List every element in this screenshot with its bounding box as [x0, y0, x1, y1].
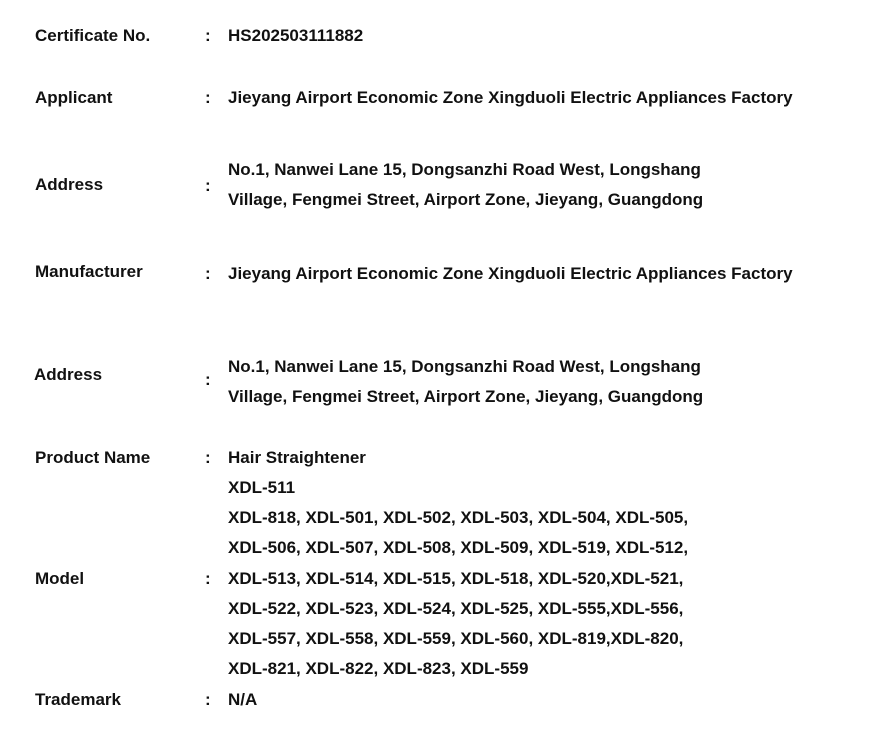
colon-separator: : — [205, 264, 211, 283]
model-label: Model — [35, 569, 85, 588]
address-line: Village, Fengmei Street, Airport Zone, Jieyang, Guangdong — [228, 190, 704, 210]
colon-separator: : — [205, 88, 211, 107]
manufacturer-label: Manufacturer — [35, 262, 143, 281]
colon-separator: : — [205, 370, 211, 389]
manufacturer-value: Jieyang Airport Economic Zone Xingduoli Electric Appliances Factory — [228, 264, 793, 283]
address-line: Village, Fengmei Street, Airport Zone, Jieyang, Guangdong — [228, 387, 704, 407]
applicant-address-label: Address — [35, 175, 104, 194]
colon-separator: : — [205, 176, 211, 195]
model-line: XDL-821, XDL-822, XDL-823, XDL-559 — [228, 659, 529, 679]
model-line: XDL-513, XDL-514, XDL-515, XDL-518, XDL-520,XDL-521, — [228, 568, 684, 588]
address-line: No.1, Nanwei Lane 15, Dongsanzhi Road West, Longshang — [228, 357, 701, 376]
certificate-no-label: Certificate No. — [35, 26, 151, 45]
address-line: No.1, Nanwei Lane 15, Dongsanzhi Road West, Longshang — [228, 160, 701, 179]
model-line: XDL-511 — [228, 478, 296, 497]
manufacturer-address-label: Address — [34, 365, 103, 384]
model-line: XDL-522, XDL-523, XDL-524, XDL-525, XDL-555,XDL-556, — [228, 598, 684, 618]
colon-separator: : — [205, 569, 211, 588]
colon-separator: : — [205, 448, 211, 467]
model-list — [228, 473, 688, 684]
colon-separator: : — [205, 690, 211, 709]
certificate-no-value: HS202503111882 — [228, 26, 364, 45]
product-name-label: Product Name — [35, 448, 151, 467]
trademark-value: N/A — [228, 690, 258, 709]
model-line: XDL-557, XDL-558, XDL-559, XDL-560, XDL-819,XDL-820, — [228, 629, 684, 649]
manufacturer-address-value — [228, 352, 703, 412]
product-name-value: Hair Straightener — [228, 448, 366, 467]
colon-separator: : — [205, 26, 211, 45]
applicant-value: Jieyang Airport Economic Zone Xingduoli Electric Appliances Factory — [228, 88, 793, 107]
applicant-address-value — [228, 155, 703, 215]
model-line: XDL-506, XDL-507, XDL-508, XDL-509, XDL-519, XDL-512, — [228, 538, 689, 558]
applicant-label: Applicant — [35, 88, 113, 107]
trademark-label: Trademark — [35, 690, 121, 709]
model-line: XDL-818, XDL-501, XDL-502, XDL-503, XDL-504, XDL-505, — [228, 508, 689, 528]
